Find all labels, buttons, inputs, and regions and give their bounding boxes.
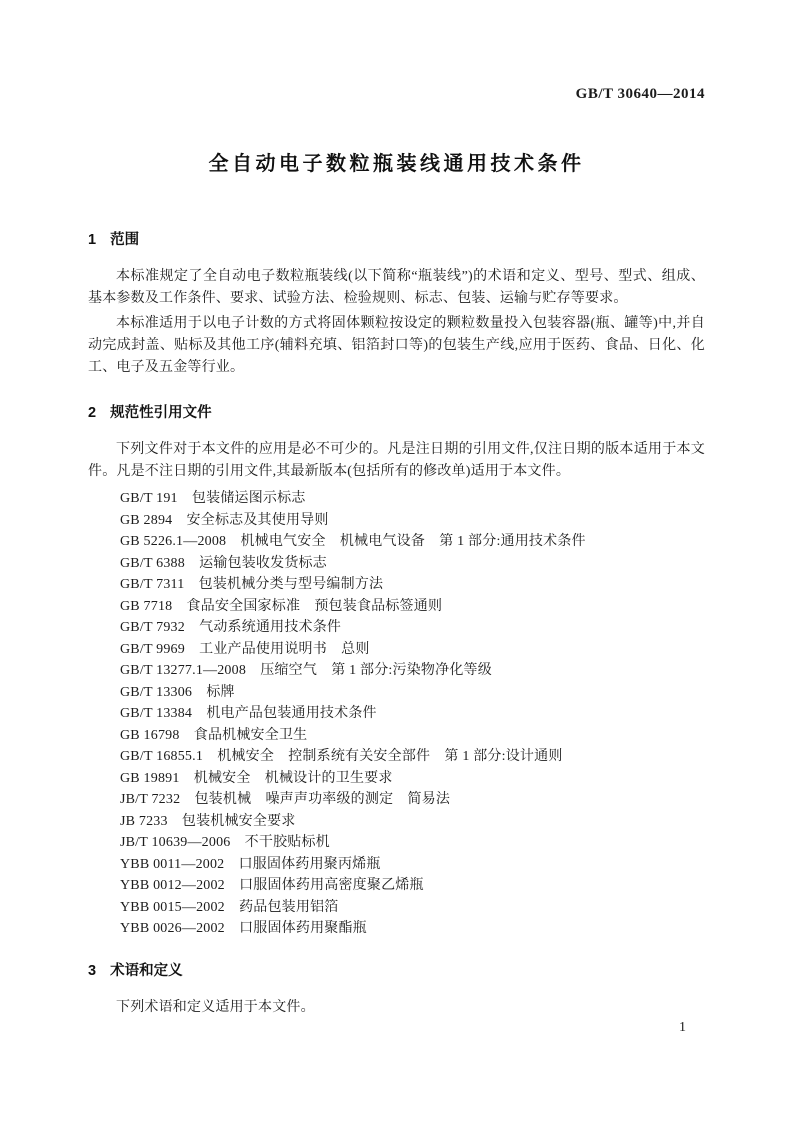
reference-item: GB/T 13306 标牌 [120,684,235,700]
reference-item: JB 7233 包装机械安全要求 [120,813,296,829]
document-title: 全自动电子数粒瓶装线通用技术条件 [208,153,585,175]
terms-intro-paragraph: 下列术语和定义适用于本文件。 [116,999,315,1015]
section-2-title: 规范性引用文件 [110,405,212,421]
reference-item: YBB 0026—2002 口服固体药用聚酯瓶 [120,921,367,936]
section-3-number: 3 [88,962,97,979]
section-2-number: 2 [88,405,97,421]
reference-item: GB/T 13384 机电产品包装通用技术条件 [120,706,377,721]
reference-item: YBB 0012—2002 口服固体药用高密度聚乙烯瓶 [120,878,424,893]
reference-item: GB/T 7932 气动系统通用技术条件 [120,620,342,635]
reference-item: YBB 0015—2002 药品包装用铝箔 [120,899,339,915]
section-1-heading [88,230,705,250]
standard-code: GB/T 30640—2014 [575,86,705,102]
reference-item: JB/T 10639—2006 不干胶贴标机 [120,835,330,850]
scope-paragraph-2: 本标准适用于以电子计数的方式将固体颗粒按设定的颗粒数量投入包装容器(瓶、罐等)中,并自动完成封盖、贴标及其他工序(辅料充填、铝箔封口等)的包装生产线,应用于医药、食品、日化、化工、电子及五金等行业。 [88,316,705,375]
section-1-title: 范围 [110,232,140,248]
reference-item: GB 5226.1—2008 机械电气安全 机械电气设备 第 1 部分:通用技术条件 [120,534,586,549]
scope-paragraph-1: 本标准规定了全自动电子数粒瓶装线(以下简称“瓶装线”)的术语和定义、型号、型式、组成、基本参数及工作条件、要求、试验方法、检验规则、标志、包装、运输与贮存等要求。 [88,269,705,306]
reference-item: GB/T 13277.1—2008 压缩空气 第 1 部分:污染物净化等级 [120,663,492,678]
section-3-title: 术语和定义 [110,962,183,979]
reference-item: GB/T 6388 运输包装收发货标志 [120,555,327,571]
section-2-heading [88,403,705,423]
reference-item: GB/T 9969 工业产品使用说明书 总则 [120,641,370,657]
references-intro-paragraph: 下列文件对于本文件的应用是必不可少的。凡是注日期的引用文件,仅注日期的版本适用于本文件。凡是不注日期的引用文件,其最新版本(包括所有的修改单)适用于本文件。 [88,442,705,479]
reference-item: GB 7718 食品安全国家标准 预包装食品标签通则 [120,598,443,614]
section-1-number: 1 [88,232,97,248]
references-list [88,488,705,940]
reference-item: GB/T 191 包装储运图示标志 [120,491,306,506]
page-number: 1 [679,1020,686,1035]
reference-item: GB/T 16855.1 机械安全 控制系统有关安全部件 第 1 部分:设计通则 [120,749,563,764]
reference-item: GB 19891 机械安全 机械设计的卫生要求 [120,770,393,786]
reference-item: GB 2894 安全标志及其使用导则 [120,512,329,528]
reference-item: GB 16798 食品机械安全卫生 [120,727,308,743]
reference-item: GB/T 7311 包装机械分类与型号编制方法 [120,577,384,592]
section-3-heading [88,961,705,981]
reference-item: YBB 0011—2002 口服固体药用聚丙烯瓶 [120,856,381,872]
reference-item: JB/T 7232 包装机械 噪声声功率级的测定 简易法 [120,792,451,807]
